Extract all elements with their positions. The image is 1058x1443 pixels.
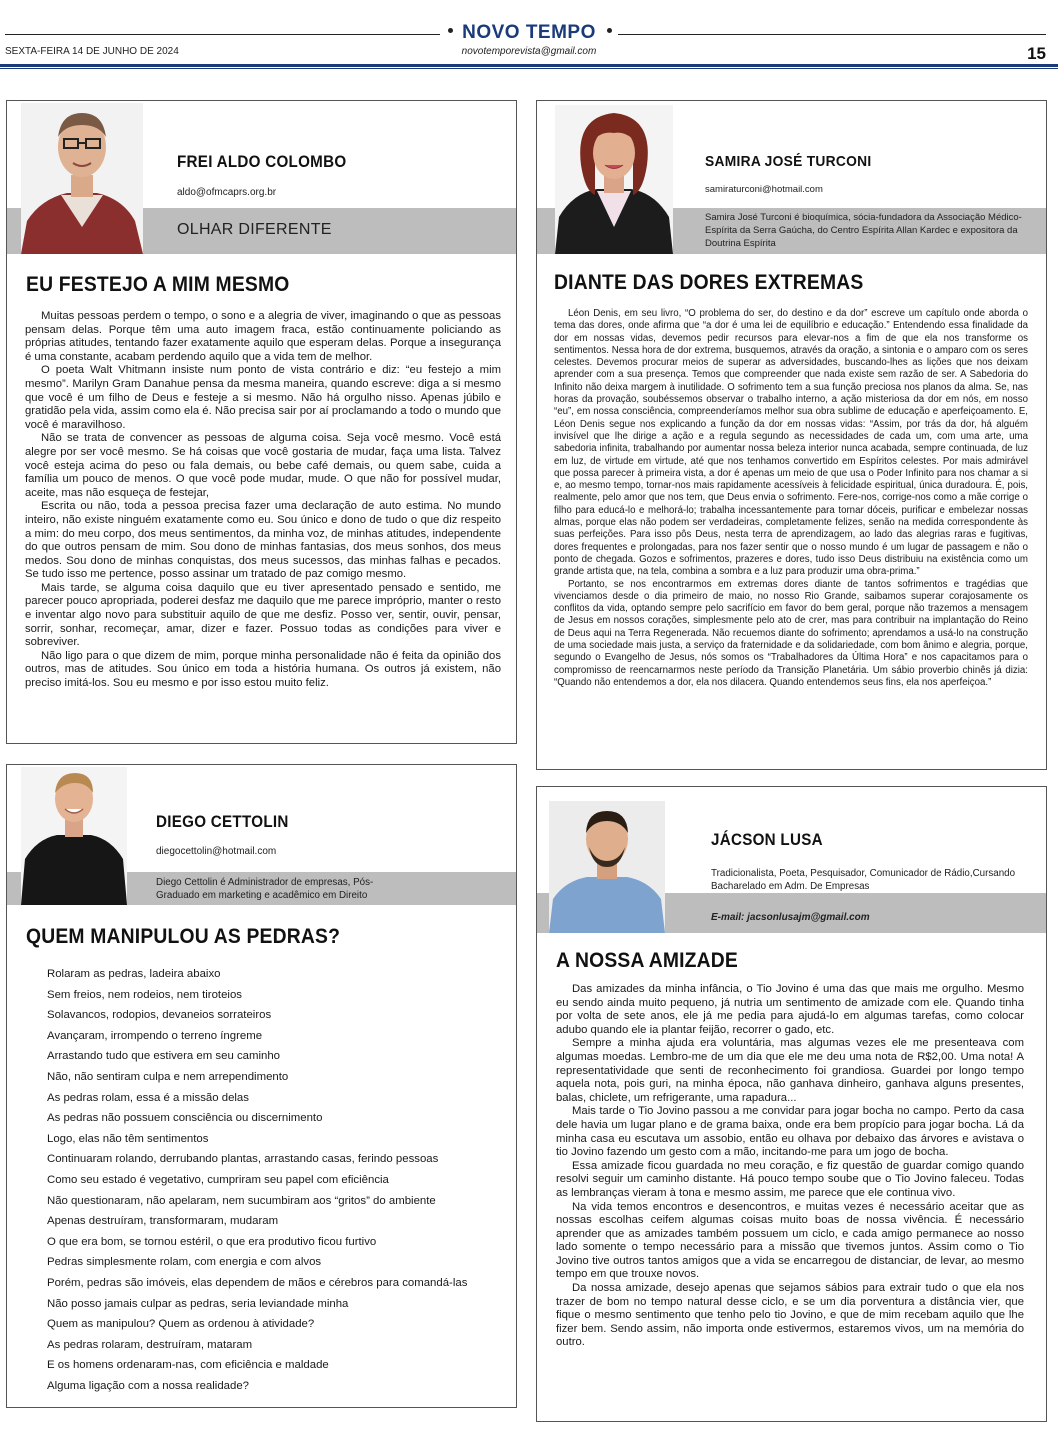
author-email: aldo@ofmcaprs.org.br [177, 187, 277, 198]
poem-line: As pedras não possuem consciência ou discernimento [47, 1112, 323, 1125]
article-title: QUEM MANIPULOU AS PEDRAS? [26, 925, 341, 948]
poem-line: O que era bom, se tornou estéril, o que era produtivo ficou furtivo [47, 1235, 377, 1248]
poem-line: Não questionaram, não apelaram, nem sucumbiram aos “gritos” do ambiente [47, 1194, 436, 1207]
paragraph: O poeta Walt Vhitmann insiste num ponto de vista contrário e diz: “eu festejo a mim mesmo”. Marilyn Gram Danahue pensa da mesma maneira, quando escreve: diga a si mesmo que você é um filho de Deus e festeje a si mesmo. Não há orgulho nisso. Apenas júbilo e gratidão pela vida, assim como ela é. Não precisa sair por aí proclamando a todo o mundo que você é maravilhoso. [25, 364, 501, 431]
article-title: DIANTE DAS DORES EXTREMAS [554, 271, 864, 294]
author-name: FREI ALDO COLOMBO [177, 153, 347, 171]
poem-line: Alguma ligação com a nossa realidade? [47, 1379, 249, 1392]
poem-line: As pedras rolam, essa é a missão delas [47, 1091, 249, 1104]
poem-line: Não posso jamais culpar as pedras, seria leviandade minha [47, 1297, 349, 1310]
author-name: DIEGO CETTOLIN [156, 813, 289, 831]
poem-line: Pedras simplesmente rolam, com energia e com alvos [47, 1256, 322, 1269]
author-name: SAMIRA JOSÉ TURCONI [705, 153, 872, 170]
paragraph: Muitas pessoas perdem o tempo, o sono e a alegria de viver, imaginando o que as pessoas pensam delas. Porque têm uma auto imagem fraca, estão continuamente policiando as próprias atitudes, tentando fazer exatamente aquilo que esperam delas. Porque a insegurança é uma constante, acabam perdendo aquilo que a vida tem de melhor. [25, 310, 501, 363]
poem-line: Solavancos, rodopios, devaneios sorrateiros [47, 1009, 272, 1022]
paragraph: Na vida temos encontros e desencontros, e muitas vezes é necessário aceitar que as nossas escolhas ceifem algumas coisas muito boas de nossa vivência. É necessário aprender que as amizades também possuem um ciclo, e cada amigo permanece ao nosso lado somente o tempo necessário para a missão que tivemos juntos. Assim como o Tio Jovino tive outros tantos amigos que a vida se encarregou de distanciar, de levar, ao mesmo tempo em que trouxe novos. [556, 1200, 1024, 1281]
article-jacson [536, 786, 1047, 1422]
poem-line: Arrastando tudo que estivera em seu caminho [47, 1050, 281, 1063]
author-name: JÁCSON LUSA [711, 831, 823, 849]
author-photo [21, 767, 127, 905]
poem-line: As pedras rolaram, destruíram, mataram [47, 1338, 253, 1351]
author-bio: Diego Cettolin é Administrador de empresas, Pós-Graduado em marketing e acadêmico em Direito [156, 877, 374, 901]
page-number: 15 [1027, 44, 1046, 63]
paragraph: Não se trata de convencer as pessoas de alguma coisa. Seja você mesmo. Você está alegre por ser você mesmo. Se há coisas que você gostaria de mudar, faça uma lista. Talvez você esteja acima do peso ou fala demais, ou bebe café demais, ou quem sabe, cuida a família um pouco de menos. O que você pode mudar, mude. O que não for possível mudar, aceite, mas não esqueça de festejar, [25, 432, 501, 499]
poem-line: E os homens ordenaram-nas, com eficiência e maldade [47, 1359, 329, 1372]
article-body [25, 310, 501, 691]
paragraph: Essa amizade ficou guardada no meu coração, e fiz questão de guardar comigo quando resolvi seguir um caminho distante. Há pouco tempo soube que o Tio Jovino faleceu. Todas as lembranças vieram à tona e mesmo assim, me parece que ele continua vivo. [556, 1159, 1024, 1199]
paragraph: Mais tarde o Tio Jovino passou a me convidar para jogar bocha no campo. Perto da casa dele havia um lugar plano e de grama baixa, onde era bem propício para jogar bocha. Lá da minha casa eu escutava um assobio, então eu olhava por debaixo das árvores e avistava o tio Jovino fazendo um gesto com a mão, incitando-me para um jogo de bocha. [556, 1105, 1024, 1159]
article-frei-aldo [6, 100, 517, 744]
article-diego [6, 764, 517, 1408]
header-divider-thin [0, 68, 1058, 69]
author-email: samiraturconi@hotmail.com [705, 184, 823, 195]
author-photo [555, 105, 673, 254]
poem-line: Logo, elas não têm sentimentos [47, 1132, 209, 1145]
author-bio: Samira José Turconi é bioquímica, sócia-fundadora da Associação Médico-Espírita da Serra Gaúcha, do Centro Espírita Allan Kardec e expositora da Doutrina Espírita [705, 212, 1022, 249]
author-photo [21, 103, 143, 254]
header-divider [0, 64, 1058, 67]
article-samira [536, 100, 1047, 770]
poem-line: Como seu estado é vegetativo, cumpriram seu papel com eficiência [47, 1173, 389, 1186]
paragraph: Portanto, se nos encontrarmos em extremas dores diante de tantos sofrimentos e tragédias que vivenciamos desde o dia primeiro de maio, no nosso Rio Grande, saibamos superar corajosamente os conflitos da vida, optando sempre pelo sacrifício em favor do bem geral, porque não trazemos a mensagem de Jesus em nossos corações, simplesmente pelo ato de crer, mas para contribuir na implantação do Reino de Deus aqui na Terra Regenerada. Não recuemos diante do sofrimento; aprendamos a usá-lo na construção de uma sociedade mais justa, a serviço da fraternidade e da solidariedade, com bom ânimo e alegria, porque, segundo o Evangelho de Jesus, nós somos os “Trabalhadores da Última Hora” e nos capacitamos para o compromisso de reencarnarmos neste período da Transição Planetária. Um sábio proverbio chinês já dizia: “Quando não entendemos a dor, ela nos dilacera. Quando entendemos seus fins, ela nos aperfeiçoa.” [554, 578, 1028, 688]
header-email: novotemporevista@gmail.com [461, 46, 597, 57]
author-email: E-mail: jacsonlusajm@gmail.com [711, 912, 870, 923]
paragraph: Mais tarde, se alguma coisa daquilo que eu tiver apresentado pensado e sentido, me parecer pouco apropriada, poderei desfaz me daquilo que me parece impróprio, manter o resto e inventar algo novo para substituir aquilo de que me desfiz. Posso ver, sentir, ouvir, pensar, sorrir, sonhar, recomeçar, amar, dizer e fazer. Possuo todas as condições para viver e sobreviver. [25, 581, 501, 649]
masthead-brand: NOVO TEMPO [462, 22, 596, 43]
poem-line: Quem as manipulou? Quem as ordenou à atividade? [47, 1318, 315, 1331]
poem-line: Rolaram as pedras, ladeira abaixo [47, 968, 221, 980]
paragraph: Sempre a minha ajuda era voluntária, mas algumas vezes ele me presenteava com algumas moedas. Lembro-me de um dia que ele me deu uma nota de R$2,00. Uma nota! A representatividade que senti de reconhecimento foi grandiosa. Guardei por longo tempo aquela nota, pois guri, na minha época, não ganhava dinheiro, ganhava alguns presentes, balas, chiclete, um refrigerante, uma rapadura... [556, 1037, 1024, 1104]
paragraph: Da nossa amizade, desejo apenas que sejamos sábios para extrair tudo o que ela nos trazer de bom no tempo natural desse ciclo, e se um dia porventura a distância vier, que fique o mesmo sentimento que tenho pelo tio Jovino, e que de mim recebam aquilo que lhe fizer bem. Sendo assim, não importa onde estivermos, estaremos vivos, um na memória do outro. [556, 1282, 1024, 1349]
poem-line: Sem freios, nem rodeios, nem tiroteios [47, 988, 242, 1001]
poem-line: Avançaram, irrompendo o terreno íngreme [47, 1029, 263, 1042]
column-name: OLHAR DIFERENTE [177, 221, 332, 238]
paragraph: Não ligo para o que dizem de mim, porque minha personalidade não é feita da opinião dos outros, mas de atitudes. Sou único em toda a história humana. Os outros já existem, não preciso imitá-los. Sou eu mesmo e por isso estou muito feliz. [25, 649, 501, 690]
poem-line: Porém, pedras são imóveis, elas dependem de mãos e cérebros para comandá-las [47, 1276, 468, 1289]
issue-date: SEXTA-FEIRA 14 DE JUNHO DE 2024 [5, 46, 179, 57]
header-dot-right [607, 28, 612, 33]
poem-line: Apenas destruíram, transformaram, mudaram [47, 1215, 279, 1228]
article-title: EU FESTEJO A MIM MESMO [26, 273, 290, 296]
poem-line: Continuaram rolando, derrubando plantas, arrastando casas, ferindo pessoas [47, 1153, 439, 1166]
article-title: A NOSSA AMIZADE [556, 949, 739, 972]
author-photo [549, 801, 665, 933]
article-body [554, 308, 1028, 689]
article-body [556, 983, 1024, 1350]
header-rule-right [618, 34, 1046, 35]
poem [47, 968, 507, 1400]
author-email: diegocettolin@hotmail.com [156, 846, 277, 857]
paragraph: Escrita ou não, toda a pessoa precisa fazer uma declaração de auto estima. No mundo inteiro, não existe ninguém exatamente como eu. Sou único e dono de tudo o que diz respeito a mim: do meu corpo, dos meus sentimentos, da minha voz, de minhas atitudes, independente do que outros pensam de mim. Sou dono de minhas fantasias, dos meus sonhos, dos meus medos. Sou dono de minhas conquistas, dos meus sucessos, das minhas falhas e pecados. Se tudo isso me pertence, posso assinar um tratado de paz comigo mesmo. [25, 500, 501, 581]
paragraph: Das amizades da minha infância, o Tio Jovino é uma das que mais me orgulho. Mesmo eu sendo ainda muito pequeno, já nutria um sentimento de amizade com ele. Quando tinha por volta de sete anos, ele já me pedia para ajudá-lo em algumas tarefas, como colocar adubo quando ele ia plantar feijão, recorrer o gado, etc. [556, 983, 1024, 1036]
author-bio: Tradicionalista, Poeta, Pesquisador, Comunicador de Rádio,Cursando Bacharelado em Adm. De Empresas [711, 868, 1016, 892]
paragraph: Léon Denis, em seu livro, “O problema do ser, do destino e da dor” escreve um capítulo onde aborda o tema das dores, onde afirma que “a dor é uma lei de equilíbrio e educação.” Entendendo essa finalidade da dor em nossas vidas, devemos pedir recursos para elevar-nos a fim de que ela nos transforme os sentimentos. Nessa hora de dor extrema, busquemos, através da oração, a sintonia e o amparo com os seres celestes. Devemos procurar meios de superar as adversidades, buscando-lhes as lições que nos deixam aprender com a sua presença. Temos que compreender que nada existe sem razão de ser. A Sabedoria do Infinito não deixa margem à inutilidade. O sofrimento tem a sua função preciosa nos planos da alma. Se, nas horas da provação, soubéssemos observar o trabalho interno, a ação misteriosa da dor em nós, em nosso “eu”, em nossa consciência, compreenderíamos melhor sua obra sublime de educação e aperfeiçoamento. E, Léon Denis segue nos explicando a função da dor em nossas vidas: “Assim, por trás da dor, há alguém invisível que lhe dirige a ação e a regula segundo as necessidades de cada um, com uma arte, uma sabedoria infinita, trabalhando por aumentar nossa beleza interior nunca acabada, sempre continuada, de luz em luz, de virtude em virtude, até que nos tenhamos convertido em Espíritos celestes. Por mais admirável que possa parecer à primeira vista, a dor é apenas um meio de que usa o Poder Infinito para nos chamar a si e, ao mesmo tempo, tornar-nos mais rapidamente acessíveis à felicidade espiritual, única duradoura. É, pois, realmente, pelo amor que nos tem, que Deus envia o sofrimento. Fere-nos, corrige-nos como a mãe corrige o filho para educá-lo e melhorá-lo; trabalha incessantemente para tornar dóceis, purificar e embelezar nossas almas, porque elas não podem ser verdadeiras, completamente felizes, senão na medida correspondente às suas perfeições. Para isso pôs Deus, nesta terra de aprendizagem, ao lado das alegrias raras e fugitivas, dores frequentes e prolongadas, para nos fazer sentir que o nosso mundo é um lugar de passagem e não o ponto de chegada. Gozos e sofrimentos, prazeres e dores, tudo isso Deus distribuiu na existência como um grande artista que, na tela, combina a sombra e a luz para produzir uma obra-prima.” [554, 308, 1028, 578]
poem-line: Não, não sentiram culpa e nem arrependimento [47, 1070, 289, 1083]
